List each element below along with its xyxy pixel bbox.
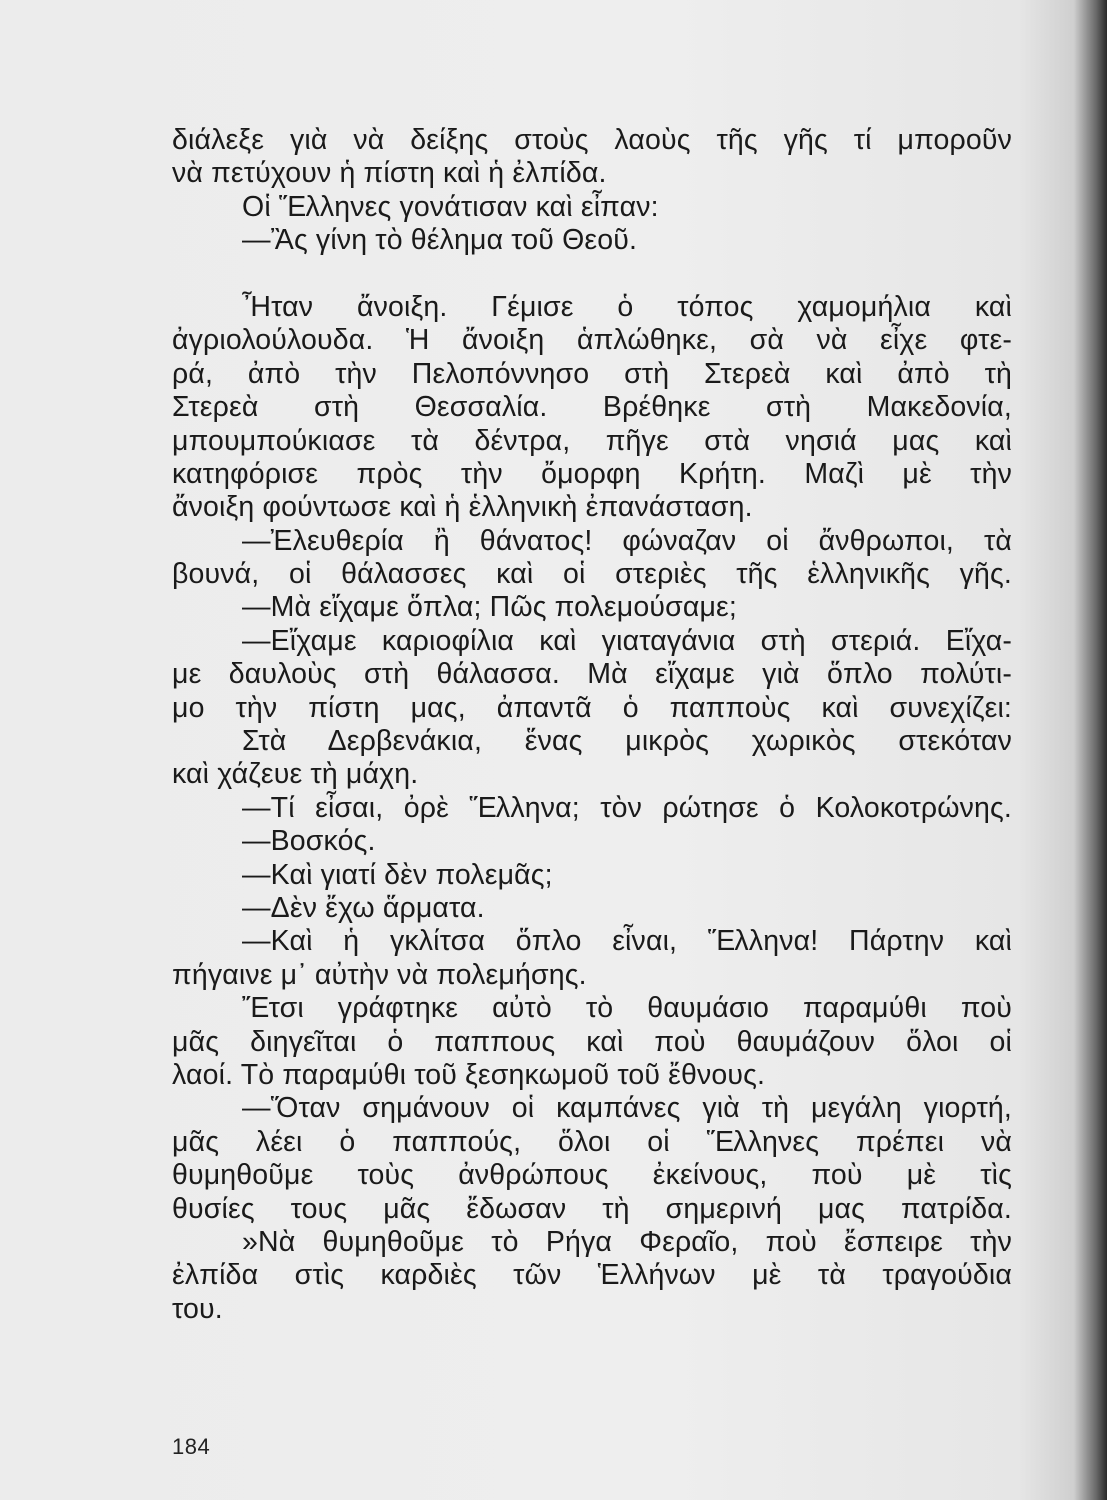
text-line: ἐλπίδα στὶς καρδιὲς τῶν Ἑλλήνων μὲ τὰ τραγούδια bbox=[172, 1259, 1012, 1292]
text-line: —Ἂς γίνη τὸ θέλημα τοῦ Θεοῦ. bbox=[242, 224, 638, 257]
text-line: —Μὰ εἴχαμε ὅπλα; Πῶς πολεμούσαμε; bbox=[242, 591, 737, 624]
text-line: μπουμπούκιασε τὰ δέντρα, πῆγε στὰ νησιά μας καὶ bbox=[172, 424, 1012, 457]
text-line: μᾶς λέει ὁ παππούς, ὅλοι οἱ Ἕλληνες πρέπει νὰ bbox=[172, 1125, 1012, 1158]
text-line: —Ἐλευθερία ἢ θάνατος! φώναζαν οἱ ἄνθρωποι, τὰ bbox=[242, 524, 1012, 557]
text-line: του. bbox=[172, 1292, 223, 1325]
text-line: λαοί. Τὸ παραμύθι τοῦ ξεσηκωμοῦ τοῦ ἔθνους. bbox=[172, 1058, 766, 1091]
text-line: —Καὶ ἡ γκλίτσα ὅπλο εἶναι, Ἕλληνα! Πάρτην καὶ bbox=[242, 925, 1012, 958]
text-line: ἄνοιξη φούντωσε καὶ ἡ ἑλληνικὴ ἐπανάσταση. bbox=[172, 491, 753, 524]
text-line: κατηφόρισε πρὸς τὴν ὄμορφη Κρήτη. Μαζὶ μὲ τὴν bbox=[172, 457, 1012, 490]
text-line: μᾶς διηγεῖται ὁ παππους καὶ ποὺ θαυμάζουν ὅλοι οἱ bbox=[172, 1025, 1012, 1058]
text-line: Ἦταν ἄνοιξη. Γέμισε ὁ τόπος χαμομήλια καὶ bbox=[242, 290, 1012, 323]
text-line: »Νὰ θυμηθοῦμε τὸ Ρήγα Φεραῖο, ποὺ ἔσπειρε τὴν bbox=[242, 1225, 1012, 1258]
text-line: Στερεὰ στὴ Θεσσαλία. Βρέθηκε στὴ Μακεδονία, bbox=[172, 391, 1012, 424]
text-line: Στὰ Δερβενάκια, ἕνας μικρὸς χωρικὸς στεκόταν bbox=[242, 725, 1012, 758]
body-text bbox=[172, 124, 1012, 1326]
text-line: νὰ πετύχουν ἡ πίστη καὶ ἡ ἐλπίδα. bbox=[172, 157, 607, 190]
text-line: θυσίες τους μᾶς ἔδωσαν τὴ σημερινή μας πατρίδα. bbox=[172, 1192, 1012, 1225]
text-line: —Ὅταν σημάνουν οἱ καμπάνες γιὰ τὴ μεγάλη γιορτή, bbox=[242, 1092, 1012, 1125]
text-line: καὶ χάζευε τὴ μάχη. bbox=[172, 758, 419, 791]
text-line: πήγαινε μ᾽ αὐτὴν νὰ πολεμήσης. bbox=[172, 958, 587, 991]
text-line: —Τί εἶσαι, ὀρὲ Ἕλληνα; τὸν ρώτησε ὁ Κολοκοτρώνης. bbox=[242, 791, 1012, 824]
text-line: ρά, ἀπὸ τὴν Πελοπόννησο στὴ Στερεὰ καὶ ἀπὸ τὴ bbox=[172, 357, 1012, 390]
text-line: —Εἴχαμε καριοφίλια καὶ γιαταγάνια στὴ στεριά. Εἴχα- bbox=[242, 624, 1012, 657]
text-line: Οἱ Ἕλληνες γονάτισαν καὶ εἶπαν: bbox=[242, 190, 659, 223]
text-line: μο τὴν πίστη μας, ἀπαντᾶ ὁ παπποὺς καὶ συνεχίζει: bbox=[172, 691, 1012, 724]
text-line: με δαυλοὺς στὴ θάλασσα. Μὰ εἴχαμε γιὰ ὅπλο πολύτι- bbox=[172, 658, 1012, 691]
text-line: διάλεξε γιὰ νὰ δείξης στοὺς λαοὺς τῆς γῆς τί μποροῦν bbox=[172, 124, 1012, 156]
text-line: Ἔτσι γράφτηκε αὐτὸ τὸ θαυμάσιο παραμύθι ποὺ bbox=[242, 992, 1012, 1025]
text-line: βουνά, οἱ θάλασσες καὶ οἱ στεριὲς τῆς ἑλληνικῆς γῆς. bbox=[172, 558, 1012, 591]
text-line: θυμηθοῦμε τοὺς ἀνθρώπους ἐκείνους, ποὺ μὲ τὶς bbox=[172, 1159, 1012, 1192]
page-number: 184 bbox=[172, 1434, 211, 1459]
paragraph-gap bbox=[172, 258, 1012, 291]
text-line: —Δὲν ἔχω ἅρματα. bbox=[242, 891, 485, 924]
text-line: ἀγριολούλουδα. Ἡ ἄνοιξη ἁπλώθηκε, σὰ νὰ εἶχε φτε- bbox=[172, 324, 1012, 357]
text-line: —Βοσκός. bbox=[242, 825, 376, 858]
text-line: —Καὶ γιατί δὲν πολεμᾶς; bbox=[242, 858, 553, 891]
